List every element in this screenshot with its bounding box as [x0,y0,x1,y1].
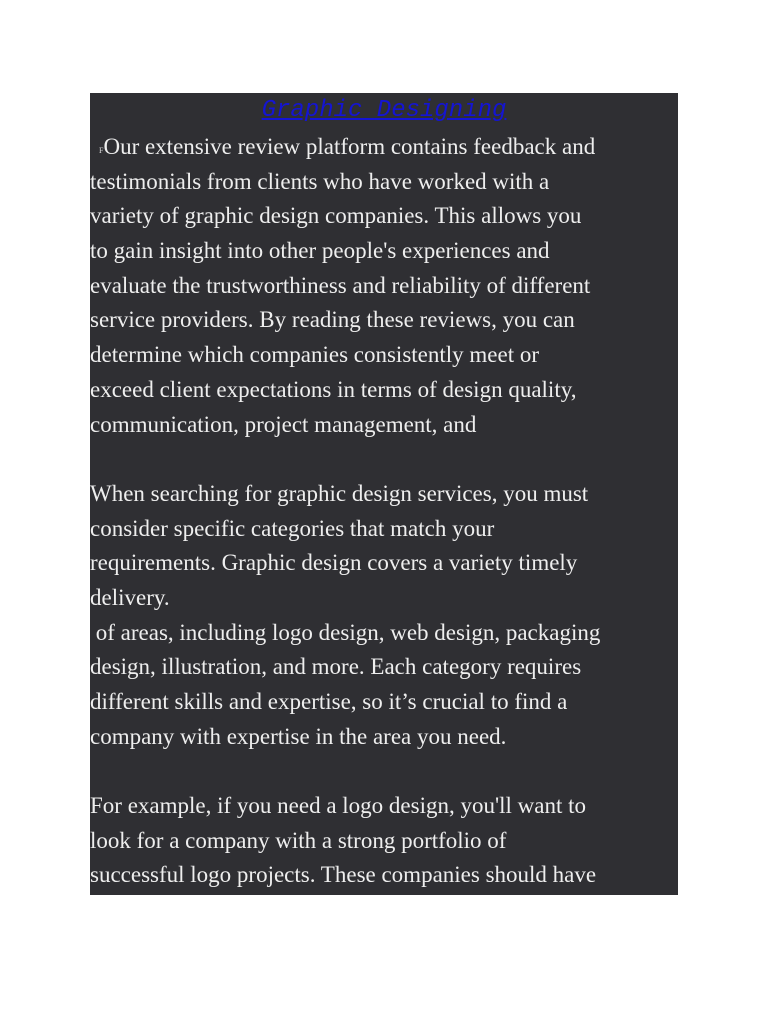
text-line: different skills and expertise, so it’s crucial to find a [90,689,568,714]
bullet-marker: F [99,146,104,155]
paragraph-2 [90,477,678,755]
text-line: look for a company with a strong portfolio of [90,827,507,853]
text-line: For example, if you need a logo design, you'll want to [90,793,586,819]
document-panel [90,93,678,895]
text-line: service providers. By reading these reviews, you can [90,307,575,333]
text-line: requirements. Graphic design covers a variety timely [90,550,578,576]
text-line: company with expertise in the area you need. [90,723,507,749]
text-line-content: Our extensive review platform contains feedback and [103,134,596,159]
text-line: consider specific categories that match your [90,515,495,541]
text-line: to gain insight into other people's experiences and [90,238,550,264]
text-line: delivery. [90,584,170,610]
text-line: successful logo projects. These companies should have [90,862,597,888]
paragraph-3 [90,789,678,893]
text-line: evaluate the trustworthiness and reliability of different [90,272,591,298]
document-body [90,130,678,893]
text-line: When searching for graphic design services, you must [90,480,589,506]
text-line: exceed client expectations in terms of design quality, [90,376,577,402]
text-line: of areas, including logo design, web design, packaging [90,619,601,645]
document-title: Graphic Designing [261,97,507,124]
paragraph-spacer [90,754,678,789]
text-line: design, illustration, and more. Each category requires [90,654,582,680]
text-line: testimonials from clients who have worked with a [90,168,550,194]
text-line [90,130,678,165]
paragraph-spacer [90,442,678,477]
text-line: variety of graphic design companies. This allows you [90,203,582,229]
text-line: communication, project management, and [90,411,477,437]
text-line: determine which companies consistently meet or [90,342,540,368]
paragraph-1 [90,130,678,442]
